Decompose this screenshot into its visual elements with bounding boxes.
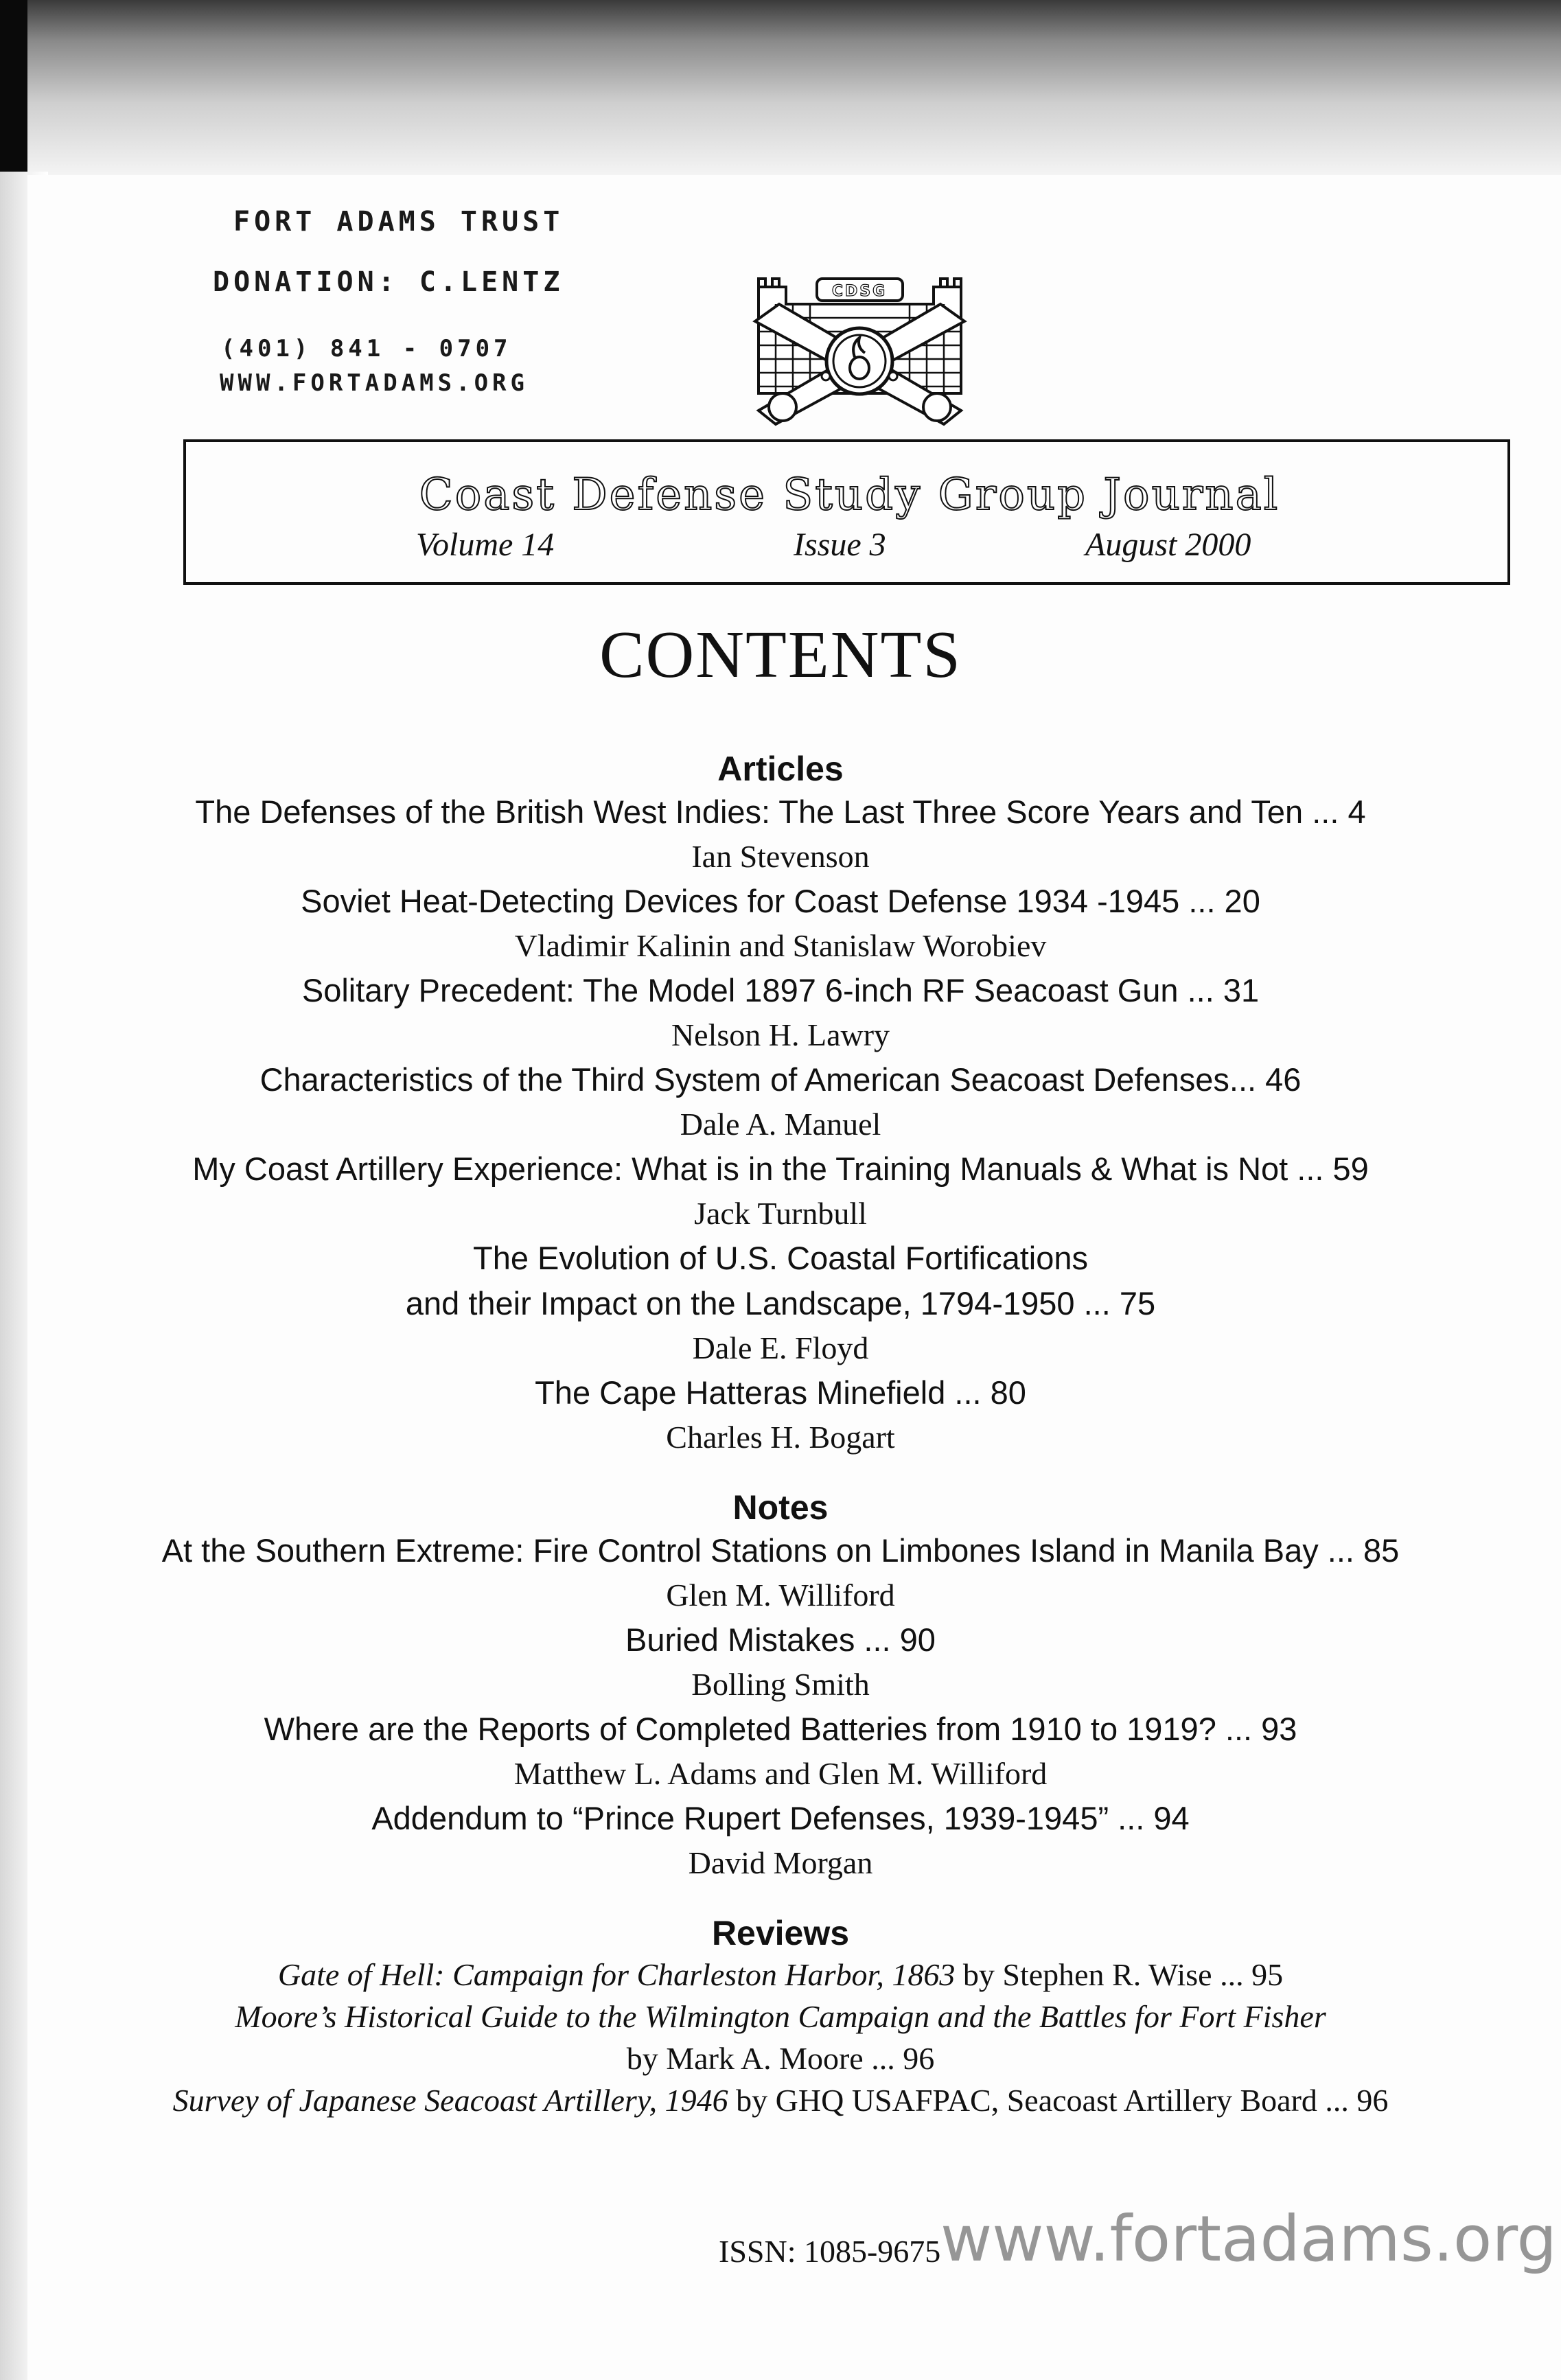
toc-entry-title[interactable]: Addendum to “Prince Rupert Defenses, 1939-1945” ... 94 [371,1800,1190,1836]
review-book-title: Moore’s Historical Guide to the Wilmington Campaign and the Battles for Fort Fisher [235,1999,1326,2034]
toc-entry-title[interactable]: At the Southern Extreme: Fire Control Stations on Limbones Island in Manila Bay ... 85 [161,1532,1400,1569]
toc-entry-author: Glen M. Williford [666,1578,895,1613]
watermark: www.fortadams.org [940,2202,1557,2276]
review-entry[interactable] [0,1954,1561,1996]
stamp-line-4: WWW.FORTADAMS.ORG [220,369,529,397]
toc-entry-author: Matthew L. Adams and Glen M. Williford [513,1756,1048,1791]
review-byline-line[interactable]: by Mark A. Moore ... 96 [626,2041,935,2076]
toc-entry-title[interactable]: My Coast Artillery Experience: What is in the Training Manuals & What is Not ... 59 [192,1151,1369,1187]
reviews-section [0,1913,1561,2121]
toc-entry-title[interactable]: The Cape Hatteras Minefield ... 80 [535,1374,1026,1411]
toc-entry-author: Dale A. Manuel [680,1107,881,1142]
toc-entry-author: Bolling Smith [691,1667,870,1702]
stamp-line-1: FORT ADAMS TRUST [233,206,564,238]
stamp-line-2: DONATION: C.LENTZ [213,266,564,298]
toc-entry-title[interactable]: Buried Mistakes ... 90 [625,1621,936,1658]
review-book-title: Survey of Japanese Seacoast Artillery, 1946 [172,2083,728,2118]
issue-label: Issue 3 [794,527,886,563]
review-entry[interactable] [0,1996,1561,2037]
toc-entry-author: Dale E. Floyd [692,1330,869,1365]
toc-entry-author: Vladimir Kalinin and Stanislaw Worobiev [514,928,1047,963]
toc-entry-author: Ian Stevenson [691,839,870,874]
notes-section [0,1487,1561,1885]
volume-label: Volume 14 [416,527,555,563]
toc-entry-title[interactable]: Soviet Heat-Detecting Devices for Coast Defense 1934 -1945 ... 20 [301,883,1260,919]
scan-shadow-top [0,0,1561,175]
journal-title: Coast Defense Study Group Journal [419,470,1280,520]
table-of-contents [0,748,1561,2149]
review-book-title: Gate of Hell: Campaign for Charleston Harbor, 1863 [277,1957,956,1992]
toc-entry-title[interactable]: Solitary Precedent: The Model 1897 6-inch RF Seacoast Gun ... 31 [301,972,1260,1008]
articles-section [0,748,1561,1459]
toc-entry-author: David Morgan [688,1845,873,1880]
stamp-line-3: (401) 841 - 0707 [221,335,512,362]
reviews-heading: Reviews [711,1914,850,1952]
date-label: August 2000 [1085,527,1251,563]
journal-header-box [183,439,1510,585]
medallion-icon [826,328,892,394]
articles-heading: Articles [717,750,844,788]
scan-shadow-left [0,0,27,199]
toc-entry-title[interactable]: The Evolution of U.S. Coastal Fortifications [472,1240,1088,1276]
cdsg-logo [738,273,982,431]
toc-entry-author: Charles H. Bogart [666,1420,895,1455]
toc-entry-title[interactable]: The Defenses of the British West Indies: The Last Three Score Years and Ten ... 4 [195,794,1366,830]
toc-entry-title-continued[interactable]: and their Impact on the Landscape, 1794-1950 ... 75 [405,1285,1156,1321]
logo-label: CDSG [831,283,888,300]
toc-entry-author: Nelson H. Lawry [671,1017,890,1052]
toc-entry-title[interactable]: Where are the Reports of Completed Batteries from 1910 to 1919? ... 93 [264,1711,1297,1747]
review-entry[interactable] [0,2079,1561,2121]
review-byline: by GHQ USAFPAC, Seacoast Artillery Board ... 96 [728,2083,1389,2118]
notes-heading: Notes [732,1488,829,1527]
review-byline: by Stephen R. Wise ... 95 [955,1957,1284,1992]
issn-number: ISSN: 1085-9675 [719,2234,941,2269]
page-title: CONTENTS [599,618,962,692]
toc-entry-title[interactable]: Characteristics of the Third System of American Seacoast Defenses... 46 [259,1061,1302,1098]
toc-entry-author: Jack Turnbull [694,1196,867,1231]
